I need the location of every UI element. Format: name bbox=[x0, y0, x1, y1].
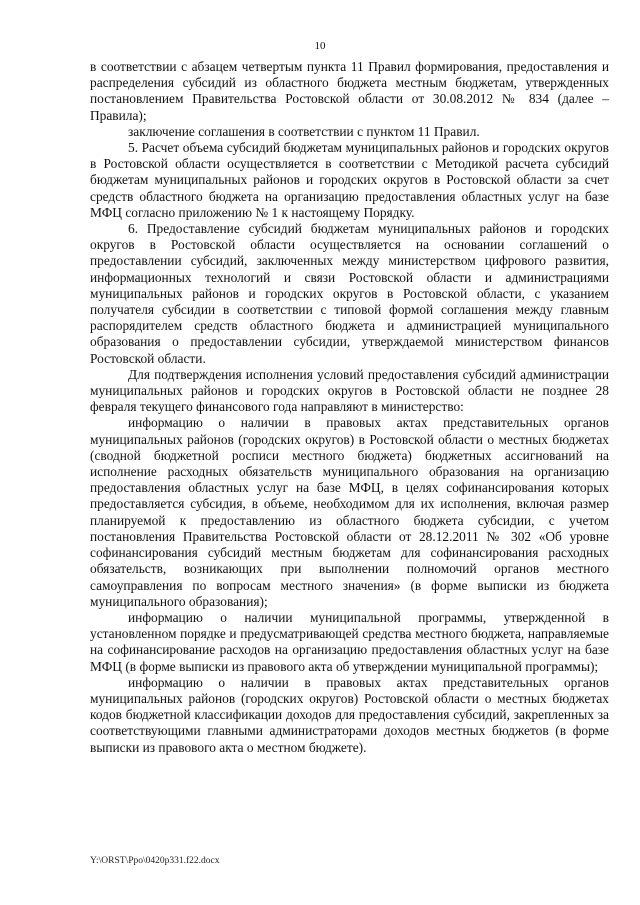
file-path-footer: Y:\ORST\Ppo\0420p331.f22.docx bbox=[90, 856, 220, 866]
paragraph-4: 6. Предоставление субсидий бюджетам муниципальных районов и городских округов в Ростовской области осуществляется на основании соглашений о предоставлении субсидий, заключенных между министерством цифрового развития, информационных технологий и связи Ростовской области и администрациями муниципальных районов и городских округов в Ростовской области, с указанием получателя субсидии в соответствии с типовой формой соглашения между главным распорядителем средств областного бюджета и администрацией муниципального образования о предоставлении субсидии, утверждаемой министерством финансов Ростовской области. bbox=[90, 221, 609, 366]
page-number: 10 bbox=[314, 40, 326, 52]
paragraph-5: Для подтверждения исполнения условий предоставления субсидий администрации муниципальных районов и городских округов в Ростовской области не позднее 28 февраля текущего финансового года направляют в министерство: bbox=[90, 366, 609, 415]
paragraph-6: информацию о наличии в правовых актах представительных органов муниципальных районов (городских округов) в Ростовской области о местных бюджетах (сводной бюджетной росписи местного бюджета) бюджетных ассигнований на исполнение расходных обязательств муниципального образования на организацию предоставления областных услуг на базе МФЦ, в целях софинансирования которых предоставляется субсидия, в объеме, необходимом для их исполнения, включая размер планируемой к предоставлению из областного бюджета субсидии, с учетом постановления Правительства Ростовской области от 28.12.2011 № 302 «Об уровне софинансирования субсидий местным бюджетам для софинансирования расходных обязательств, возникающих при выполнении полномочий органов местного самоуправления по вопросам местного значения» (в форме выписки из бюджета муниципального образования); bbox=[90, 415, 609, 609]
document-body bbox=[90, 59, 609, 756]
paragraph-3: 5. Расчет объема субсидий бюджетам муниципальных районов и городских округов в Ростовской области осуществляется в соответствии с Методикой расчета субсидий бюджетам муниципальных районов и городских округов в Ростовской области за счет средств областного бюджета на организацию предоставления областных услуг на базе МФЦ согласно приложению № 1 к настоящему Порядку. bbox=[90, 140, 609, 220]
paragraph-1: в соответствии с абзацем четвертым пункта 11 Правил формирования, предоставления и распределения субсидий из областного бюджета местным бюджетам, утвержденных постановлением Правительства Ростовской области от 30.08.2012 № 834 (далее – Правила); bbox=[90, 59, 609, 123]
paragraph-8: информацию о наличии в правовых актах представительных органов муниципальных районов (городских округов) Ростовской области о местных бюджетах кодов бюджетной классификации доходов для предоставления субсидий, закрепленных за соответствующими главными администраторами доходов местных бюджетов (в форме выписки из правового акта о местном бюджете). bbox=[90, 674, 609, 755]
paragraph-2: заключение соглашения в соответствии с пунктом 11 Правил. bbox=[128, 123, 480, 139]
paragraph-7: информацию о наличии муниципальной программы, утвержденной в установленном порядке и предусматривающей средства местного бюджета, направляемые на софинансирование расходов на организацию предоставления областных услуг на базе МФЦ (в форме выписки из правового акта об утверждении муниципальной программы); bbox=[90, 609, 609, 674]
